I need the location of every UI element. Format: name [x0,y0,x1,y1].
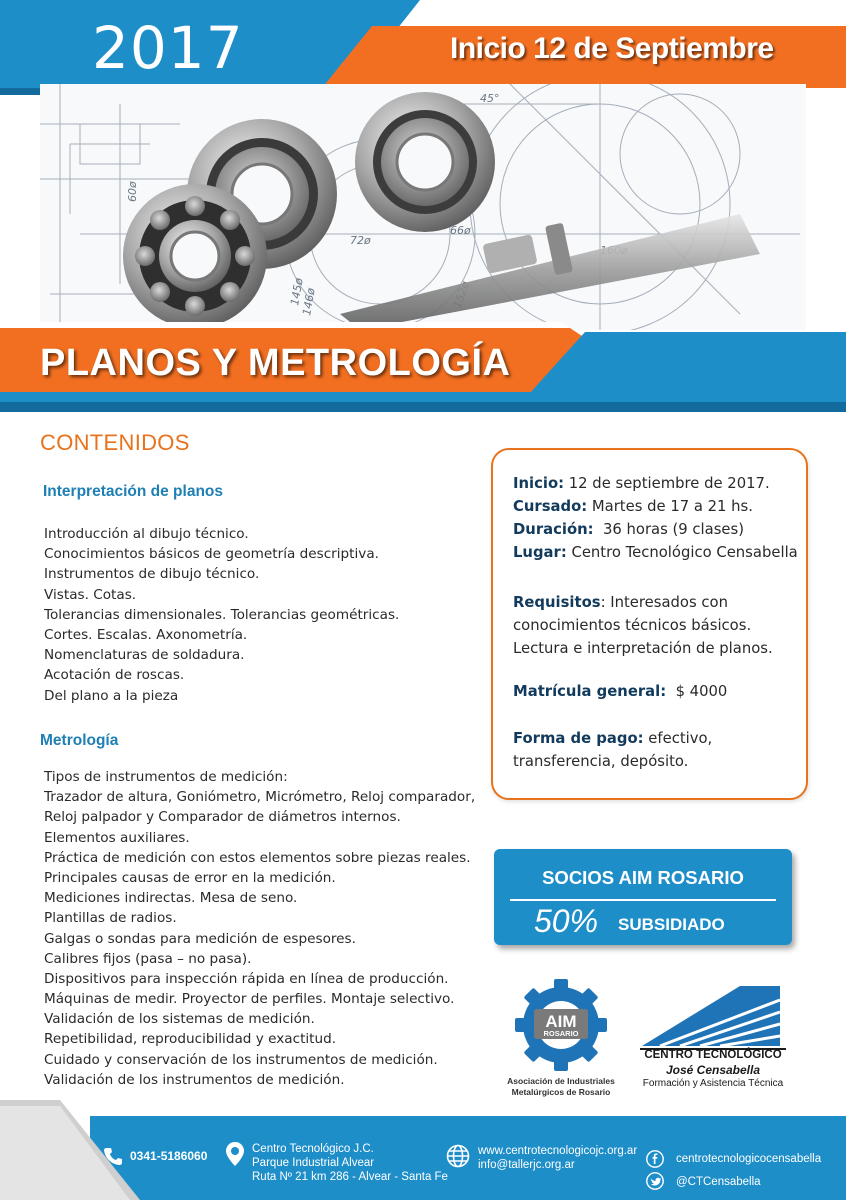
list-item: Cuidado y conservación de los instrumentos de medición. [44,1051,438,1068]
list-item: Mediciones indirectas. Mesa de seno. [44,890,298,907]
info-place [513,541,798,564]
phone-icon [104,1147,122,1165]
aim-city: ROSARIO [543,1029,579,1038]
footer-web[interactable]: www.centrotecnologicojc.org.ar [478,1145,638,1157]
list-item: Práctica de medición con estos elementos sobre piezas reales. [44,849,471,866]
info-label: Cursado: [513,498,588,515]
section-heading-planos: Interpretación de planos [43,483,224,500]
aim-line1: Asociación de Industriales [507,1076,615,1086]
list-item: Instrumentos de dibujo técnico. [44,566,260,583]
globe-icon [446,1144,470,1168]
list-item: Dispositivos para inspección rápida en línea de producción. [44,970,449,987]
badge-divider [510,899,776,901]
badge-members: SOCIOS AIM ROSARIO [542,867,744,888]
list-item: Acotación de roscas. [44,667,185,684]
ct-name: CENTRO TECNOLÓGICO [644,1049,782,1061]
dim-label: 66ø [450,224,471,237]
info-value: Martes de 17 a 21 hs. [591,498,753,515]
info-label: Matrícula general: [513,683,667,700]
year-label: 2017 [92,14,244,82]
dim-label: 146ø [300,286,318,317]
footer-phone[interactable]: 0341-5186060 [130,1149,208,1163]
aim-name: AIM [545,1012,577,1031]
list-item: Tipos de instrumentos de medición: [44,769,288,785]
section-heading-metrologia: Metrología [40,732,119,749]
info-label: Forma de pago: [513,730,644,747]
list-item: Cortes. Escalas. Axonometría. [44,626,248,643]
info-start [513,472,770,495]
dim-label: 145ø [288,276,306,307]
list-item: Vistas. Cotas. [44,586,137,603]
list-item: Calibres fijos (pasa – no pasa). [44,950,252,967]
badge-percent: 50% [534,903,599,939]
aim-line2: Metalúrgicos de Rosario [511,1087,611,1097]
list-item: Trazador de altura, Goniómetro, Micrómetro, Reloj comparador, [44,789,476,806]
ct-person: José Censabella [665,1063,761,1077]
info-value: $ 4000 [675,683,728,700]
list-item: Principales causas de error en la medición. [44,869,336,886]
list-item: Validación de los sistemas de medición. [44,1011,315,1028]
footer-address-2: Parque Industrial Alvear [252,1157,375,1169]
list-item: Validación de los instrumentos de medición. [44,1071,345,1088]
hero-image [40,84,806,330]
info-duration [513,518,744,541]
info-fee [513,680,727,703]
footer-email[interactable]: info@tallerjc.org.ar [478,1159,575,1171]
dim-label: 45° [480,92,500,105]
info-value: : Interesados con conocimientos técnicos básicos. Lectura e interpretación de planos. [513,594,773,657]
list-item: Tolerancias dimensionales. Tolerancias geométricas. [44,606,400,623]
dim-label: 60ø [126,181,139,202]
centro-tecnologico-logo [640,980,786,1050]
list-item: Repetibilidad, reproducibilidad y exactitud. [44,1031,337,1048]
course-info-box [491,448,808,800]
metrologia-list [44,767,475,1090]
ct-tagline: Formación y Asistencia Técnica [642,1078,784,1089]
twitter-icon [646,1172,664,1190]
footer-twitter[interactable]: @CTCensabella [676,1176,761,1188]
list-item: Del plano a la pieza [44,687,179,704]
contents-heading: CONTENIDOS [40,430,190,455]
ball-bearing-icon [123,184,267,328]
list-item: Galgas o sondas para medición de espesores. [44,930,356,947]
info-label: Duración: [513,521,594,538]
info-value: 12 de septiembre de 2017. [568,475,770,492]
course-title: PLANOS Y METROLOGÍA [40,342,511,384]
info-payment [513,727,803,773]
list-item: Reloj palpador y Comparador de diámetros internos. [44,809,401,826]
info-label: Inicio: [513,475,565,492]
list-item: Introducción al dibujo técnico. [44,526,249,542]
planos-list [44,524,399,706]
footer-address-1: Centro Tecnológico J.C. [252,1143,374,1155]
list-item: Conocimientos básicos de geometría descriptiva. [44,546,379,563]
info-value: Centro Tecnológico Censabella [571,544,798,561]
info-schedule [513,495,753,518]
list-item: Elementos auxiliares. [44,829,190,846]
start-date-label: Inicio 12 de Septiembre [450,32,774,65]
dim-label: 72ø [350,234,371,247]
footer-facebook[interactable]: centrotecnologicocensabella [676,1153,822,1165]
location-pin-icon [226,1142,244,1166]
info-value: efectivo, transferencia, depósito. [513,730,713,770]
facebook-icon [646,1150,664,1168]
subsidy-badge [494,849,792,945]
list-item: Máquinas de medir. Proyector de perfiles. Montaje selectivo. [44,991,455,1008]
info-value: 36 horas (9 clases) [602,521,745,538]
info-label: Lugar: [513,544,567,561]
footer-address-3: Ruta Nº 21 km 286 - Alvear - Santa Fe [252,1171,448,1183]
info-label: Requisitos [513,594,601,611]
bearing-icon [355,92,495,232]
list-item: Plantillas de radios. [44,910,177,927]
aim-caption [496,1076,626,1098]
list-item: Nomenclaturas de soldadura. [44,647,245,664]
info-requirements [513,591,803,660]
badge-subsidy: SUBSIDIADO [618,915,725,934]
